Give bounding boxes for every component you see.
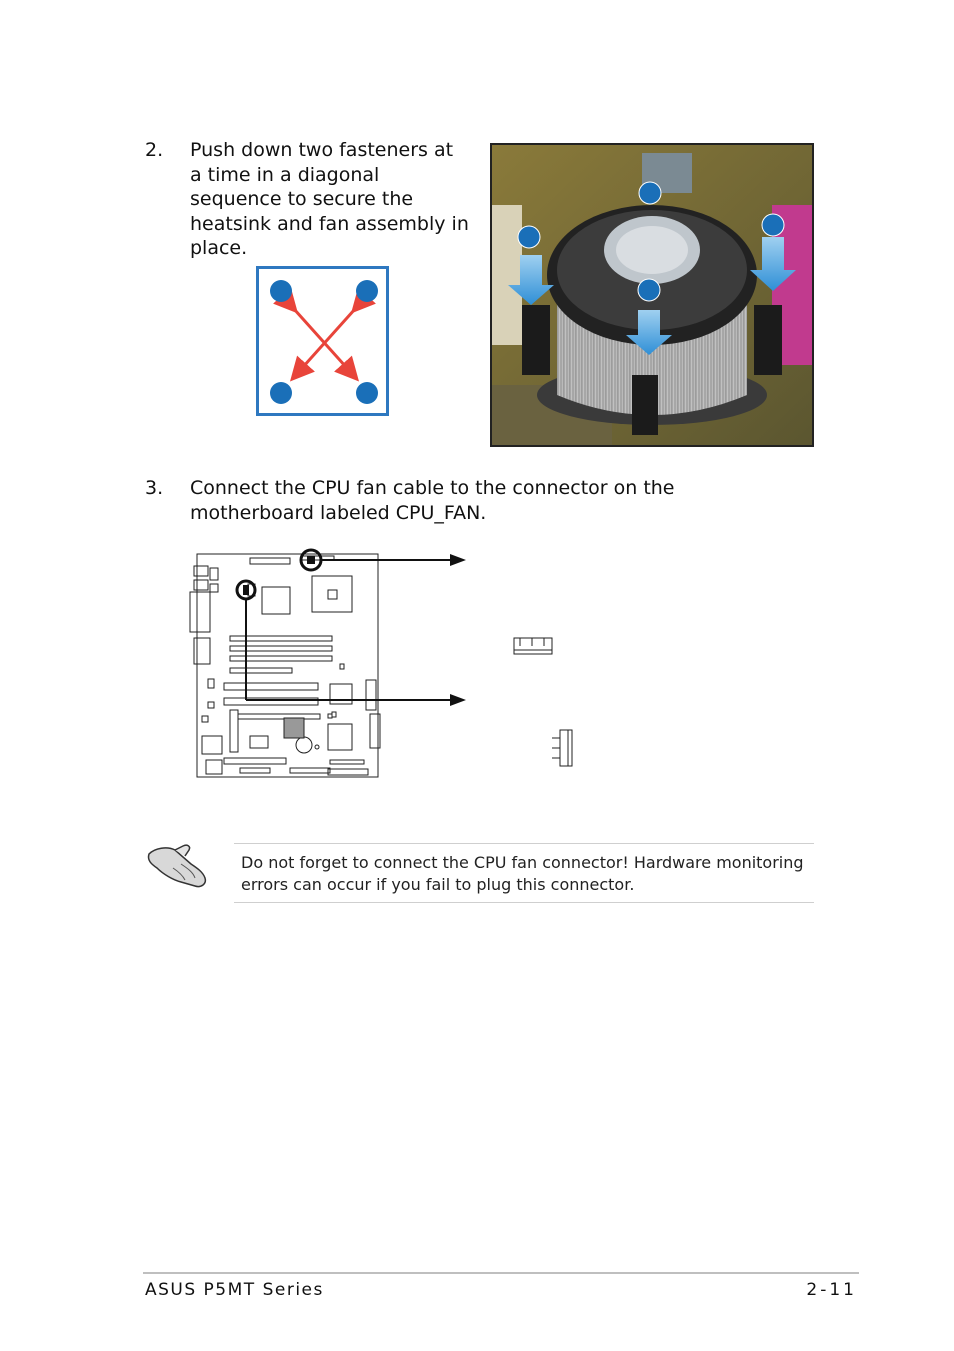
fastener-dot-bottom-right bbox=[356, 382, 378, 404]
footer-divider bbox=[143, 1272, 859, 1274]
fastener-dot-top-left bbox=[270, 280, 292, 302]
hand-note-icon-graphic bbox=[145, 842, 211, 892]
step-2-number: 2. bbox=[145, 139, 164, 161]
fastener-dot-photo-right bbox=[762, 214, 784, 236]
fastener-dot-photo-left bbox=[518, 226, 540, 248]
note-box bbox=[234, 843, 814, 903]
footer-title: ASUS P5MT Series bbox=[145, 1280, 324, 1300]
pointer-arrow-bottom bbox=[450, 694, 466, 706]
connector-pinout-vertical bbox=[552, 730, 572, 766]
step-3-text: Connect the CPU fan cable to the connector on the motherboard labeled CPU_FAN. bbox=[190, 477, 675, 524]
hand-note-icon bbox=[145, 842, 211, 892]
heatsink-photo bbox=[490, 143, 814, 447]
heatsink-illustration bbox=[492, 145, 812, 445]
page-number: 2-11 bbox=[806, 1280, 857, 1300]
fastener-dot-bottom-left bbox=[270, 382, 292, 404]
diagonal-sequence-graphic bbox=[259, 269, 386, 413]
pointer-arrow-top bbox=[450, 554, 466, 566]
fastener-dot-photo-center bbox=[638, 279, 660, 301]
note-text: Do not forget to connect the CPU fan connector! Hardware monitoring errors can occur if you fail to plug this connector. bbox=[241, 853, 804, 894]
fastener-dot-top-right bbox=[356, 280, 378, 302]
motherboard-layout-diagram bbox=[180, 540, 600, 790]
connector-pinout-horizontal bbox=[514, 638, 552, 654]
fastener-dot-photo-top bbox=[639, 182, 661, 204]
motherboard-graphic bbox=[180, 540, 600, 790]
step-3-number: 3. bbox=[145, 477, 164, 499]
diagonal-sequence-diagram bbox=[256, 266, 389, 416]
step-2-text: Push down two fasteners at a time in a diagonal sequence to secure the heatsink and fan assembly in place. bbox=[190, 139, 469, 259]
